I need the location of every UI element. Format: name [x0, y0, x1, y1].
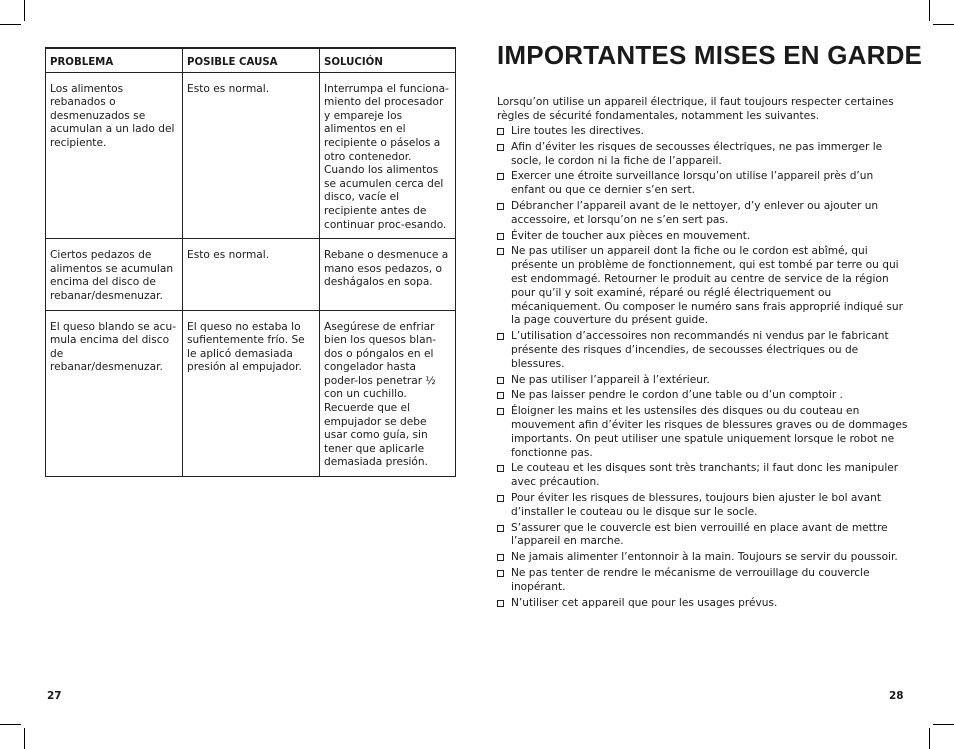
checkbox-bullet-icon: [497, 600, 504, 607]
crop-mark: [24, 0, 25, 21]
crop-mark: [0, 724, 21, 725]
problem-cell: Ciertos pedazos de alimentos se acumulan encima del disco de rebanar/desmenuzar.: [46, 239, 183, 310]
column-header-problem: PROBLEMA: [46, 48, 183, 72]
warning-text: Ne pas laisser pendre le cordon d’une table ou d’un comptoir .: [511, 389, 843, 402]
crop-mark: [929, 0, 930, 21]
checkbox-bullet-icon: [497, 248, 504, 255]
warning-text: Ne jamais alimenter l’entonnoir à la main. Toujours se servir du poussoir.: [511, 551, 898, 564]
checkbox-bullet-icon: [497, 554, 504, 561]
list-item: [497, 245, 909, 328]
page-number-left: 27: [47, 690, 62, 702]
page-number-right: 28: [889, 690, 904, 702]
list-item: [497, 551, 909, 565]
column-header-cause: POSIBLE CAUSA: [183, 48, 320, 72]
checkbox-bullet-icon: [497, 570, 504, 577]
warning-text: Éloigner les mains et les ustensiles des disques ou du couteau en mouvement afin d’éviter les risques de blessures graves ou de dommages importants. On peut utiliser une spatule uniquement lorsque le robot ne fonctionne pas.: [511, 405, 908, 459]
column-header-solution: SOLUCIÓN: [320, 48, 456, 72]
list-item: [497, 125, 909, 139]
solution-cell: Asegúrese de enfriar bien los quesos blan-dos o póngalos en el congelador hasta poder-los penetrar ½ con un cuchillo. Recuerde que el empujador se debe usar como guía, sin tener que aplicarle demasiada presión.: [320, 310, 456, 477]
checkbox-bullet-icon: [497, 233, 504, 240]
cause-cell: Esto es normal.: [183, 72, 320, 239]
warning-text: Afin d’éviter les risques de secousses électriques, ne pas immerger le socle, le cordon ni la fiche de l’appareil.: [511, 140, 883, 167]
crop-mark: [0, 24, 21, 25]
crop-mark: [933, 724, 954, 725]
problem-cell: Los alimentos rebanados o desmenuzados se acumulan a un lado del recipiente.: [46, 72, 183, 239]
warning-text: Ne pas tenter de rendre le mécanisme de verrouillage du couvercle inopérant.: [511, 566, 870, 593]
checkbox-bullet-icon: [497, 203, 504, 210]
warning-text: Lire toutes les directives.: [511, 125, 645, 137]
solution-cell: Interrumpa el funciona-miento del procesador y empareje los alimentos en el recipiente o páselos a otro contenedor. Cuando los alimentos se acumulen cerca del disco, vacíe el recipiente antes de continuar proc-esando.: [320, 72, 456, 239]
list-item: [497, 200, 909, 228]
checkbox-bullet-icon: [497, 128, 504, 135]
crop-mark: [929, 728, 930, 749]
crop-mark: [24, 728, 25, 749]
checkbox-bullet-icon: [497, 408, 504, 415]
warning-text: Le couteau et les disques sont très tranchants; il faut donc les manipuler avec précaution.: [511, 462, 899, 489]
intro-paragraph: Lorsqu’on utilise un appareil électrique, il faut toujours respecter certaines règles de sécurité fondamentales, notamment les suivantes.: [497, 96, 894, 122]
warning-text: Ne pas utiliser l’appareil à l’extérieur.: [511, 373, 710, 386]
list-item: [497, 330, 909, 371]
list-item: [497, 374, 909, 388]
checkbox-bullet-icon: [497, 333, 504, 340]
crop-mark: [933, 24, 954, 25]
warning-text: Éviter de toucher aux pièces en mouvement.: [511, 229, 751, 242]
table-row: [46, 310, 456, 477]
cause-cell: El queso no estaba lo sufientemente frío. Se le aplicó demasiada presión al empujador.: [183, 310, 320, 477]
problem-cell: El queso blando se acu-mula encima del disco de rebanar/desmenuzar.: [46, 310, 183, 477]
list-item: [497, 567, 909, 595]
list-item: [497, 170, 909, 198]
checkbox-bullet-icon: [497, 377, 504, 384]
list-item: [497, 389, 909, 403]
list-item: [497, 141, 909, 169]
checkbox-bullet-icon: [497, 392, 504, 399]
cause-cell: Esto es normal.: [183, 239, 320, 310]
warning-text: Pour éviter les risques de blessures, toujours bien ajuster le bol avant d’installer le couteau ou le disque sur le socle.: [511, 491, 882, 518]
checkbox-bullet-icon: [497, 173, 504, 180]
list-item: [497, 230, 909, 244]
warning-text: S’assurer que le couvercle est bien verrouillé en place avant de mettre l’appareil en marche.: [511, 521, 888, 548]
warning-text: Ne pas utiliser un appareil dont la fiche ou le cordon est abîmé, qui présente un problème de fonctionnement, qui est tombé par terre ou qui est endommagé. Retourner le produit au centre de service de la région pour qu’il y soit examiné, réparé ou réglé électriquement ou mécaniquement. Ou composer le numéro sans frais approprié indiqué sur la page couverture du présent guide.: [511, 245, 903, 327]
warning-text: L’utilisation d’accessoires non recommandés ni vendus par le fabricant présente des risques d’incendies, de secousses électriques ou de blessures.: [511, 330, 889, 370]
checkbox-bullet-icon: [497, 525, 504, 532]
list-item: [497, 522, 909, 550]
warning-text: Débrancher l’appareil avant de le nettoyer, d’y enlever ou ajouter un accessoire, et lorsqu’on ne s’en sert pas.: [511, 199, 879, 226]
troubleshooting-table: [45, 47, 456, 477]
page-title: IMPORTANTES MISES EN GARDE: [497, 40, 923, 70]
list-item: [497, 492, 909, 520]
list-item: [497, 597, 909, 611]
solution-cell: Rebane o desmenuce a mano esos pedazos, o deshágalos en sopa.: [320, 239, 456, 310]
list-item: [497, 462, 909, 490]
table-header-row: [46, 48, 456, 72]
warning-text: N’utiliser cet appareil que pour les usages prévus.: [511, 596, 778, 609]
table-row: [46, 72, 456, 239]
warning-text: Exercer une étroite surveillance lorsqu’on utilise l’appareil près d’un enfant ou que ce dernier s’en sert.: [511, 170, 874, 197]
list-item: [497, 405, 909, 460]
checkbox-bullet-icon: [497, 495, 504, 502]
checkbox-bullet-icon: [497, 144, 504, 151]
table-row: [46, 239, 456, 310]
safety-warnings-list: [497, 125, 909, 612]
checkbox-bullet-icon: [497, 465, 504, 472]
